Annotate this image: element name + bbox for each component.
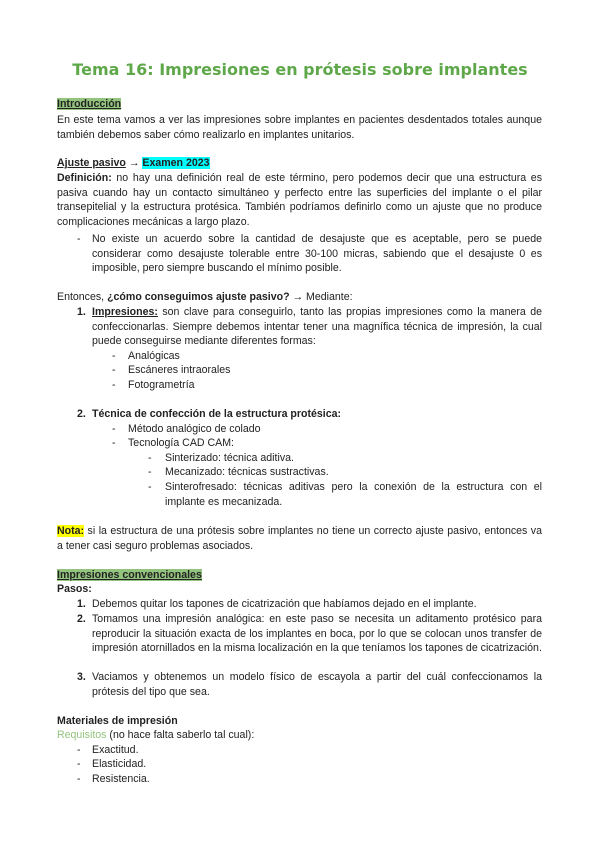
list-item: Fotogrametría bbox=[128, 379, 195, 391]
pasos-label: Pasos: bbox=[57, 583, 92, 595]
list-item: Método analógico de colado bbox=[128, 423, 261, 435]
requisitos-line: Requisitos (no hace falta saberlo tal cual): bbox=[57, 729, 255, 741]
como-line: Entonces, ¿cómo conseguimos ajuste pasivo? → Mediante: bbox=[57, 291, 353, 303]
list-item: Resistencia. bbox=[92, 773, 150, 785]
materiales-heading: Materiales de impresión bbox=[57, 715, 178, 727]
list-item: Sinterizado: técnica aditiva. bbox=[165, 452, 294, 464]
list-item: Exactitud. bbox=[92, 744, 139, 756]
item-tecnica: Técnica de confección de la estructura protésica: bbox=[92, 408, 342, 420]
list-item: Mecanizado: técnicas sustractivas. bbox=[165, 466, 329, 478]
document-page: Tema 16: Impresiones en prótesis sobre implantes Introducción En este tema vamos a ver las impresiones sobre implantes en pacientes desdentados totales aunque también debemos saber cómo realizarlo en implantes unitarios. Ajuste pasivo → Examen 2023 Definición: no hay una definición real de este término, pero podemos decir que una estructura es pasiva cuando hay un contacto simultáneo y perfecto entre las superficies del implante o el pilar transepitelial y la estructura protésica. También podríamos definirlo como un ajuste que no produce complicaciones mecánicas a largo plazo. - No existe un acuerdo sobre la cantidad de desajuste que es aceptable, pero se puede considerar como desajuste tolerable entre 30-100 micras, sabiendo que el desajuste 0 es imposible, pero siempre buscando el mínimo posible. Entonces, ¿cómo conseguimos ajuste pasivo? → Mediante: 1. Impresiones: son clave para conseguirlo, tanto las propias impresiones como la manera de confeccionarlas. Siempre debemos intentar tener una magnífica técnica de impresión, la cual puede conseguirse mediante diferentes formas: - Analógicas - Escáneres intraorales - Fotogrametría 2. Técnica de confección de la estructura protésica: - Método analógico de colado - Tecnología CAD CAM: - Sinterizado: técnica aditiva. - Mecanizado: técnicas sustractivas. - Sinterofresado: técnicas aditivas pero la conexión de la estructura con el implante es mecanizada. Nota: si la estructura de una prótesis sobre implantes no tiene un correcto ajuste pasivo, entonces va a tener casi seguro problemas asociados. Impresiones convencionales Pasos: 1. Debemos quitar los tapones de cicatrización que habíamos dejado en el implante. 2. Tomamos una impresión analógica: en este paso se necesita un aditamento protésico para reproducir la situación exacta de los implantes en boca, por lo que se colocan unos transfer de impresión atornillados en la misma localización en la que teníamos los tapones de cicatrización. 3. Vaciamos y obtenemos un modelo físico de escayola a partir del cuál confeccionamos la prótesis del tipo que sea. Materiales de impresión Requisitos (no hace falta saberlo tal cual): - Exactitud. - Elasticidad. - Resistencia. bbox=[0, 0, 600, 848]
definition-paragraph: Definición: no hay una definición real de este término, pero podemos decir que una estructura es pasiva cuando hay un contacto simultáneo y perfecto entre las superficies del implante o el pilar transepitelial y la estructura protésica. También podríamos definirlo como un ajuste que no produce complicaciones mecánicas a largo plazo. bbox=[57, 172, 542, 228]
step-item: Vaciamos y obtenemos un modelo físico de escayola a partir del cuál confeccionamos la prótesis del tipo que sea. bbox=[92, 671, 542, 698]
page-title: Tema 16: Impresiones en prótesis sobre implantes bbox=[72, 60, 528, 79]
intro-heading: Introducción bbox=[57, 98, 122, 110]
item-impresiones: Impresiones: son clave para conseguirlo, tanto las propias impresiones como la manera de confeccionarlas. Siempre debemos intentar tener una magnífica técnica de impresión, la cual puede conseguirse mediante diferentes formas: bbox=[92, 306, 542, 348]
note-paragraph: Nota: si la estructura de una prótesis sobre implantes no tiene un correcto ajuste pasivo, entonces va a tener casi seguro problemas asociados. bbox=[57, 525, 542, 552]
ajuste-heading: Ajuste pasivo → Examen 2023 bbox=[57, 157, 210, 169]
list-item: Sinterofresado: técnicas aditivas pero la conexión de la estructura con el implante es mecanizada. bbox=[165, 481, 542, 508]
convencionales-heading: Impresiones convencionales bbox=[57, 569, 202, 581]
list-item: Escáneres intraorales bbox=[128, 364, 231, 376]
ajuste-bullet: No existe un acuerdo sobre la cantidad de desajuste que es aceptable, pero se puede considerar como desajuste tolerable entre 30-100 micras, sabiendo que el desajuste 0 es imposible, pero siempre buscando el mínimo posible. bbox=[92, 233, 542, 275]
list-item: Elasticidad. bbox=[92, 758, 147, 770]
list-item: Tecnología CAD CAM: bbox=[128, 437, 234, 449]
exam-badge: Examen 2023 bbox=[142, 157, 210, 169]
step-item: Debemos quitar los tapones de cicatrización que habíamos dejado en el implante. bbox=[92, 598, 477, 610]
intro-text: En este tema vamos a ver las impresiones sobre implantes en pacientes desdentados totales aunque también debemos saber cómo realizarlo en implantes unitarios. bbox=[57, 114, 542, 141]
list-item: Analógicas bbox=[128, 350, 180, 362]
step-item: Tomamos una impresión analógica: en este paso se necesita un aditamento protésico para reproducir la situación exacta de los implantes en boca, por lo que se colocan unos transfer de impresión atornillados en la misma localización en la que teníamos los tapones de cicatrización. bbox=[92, 613, 542, 655]
